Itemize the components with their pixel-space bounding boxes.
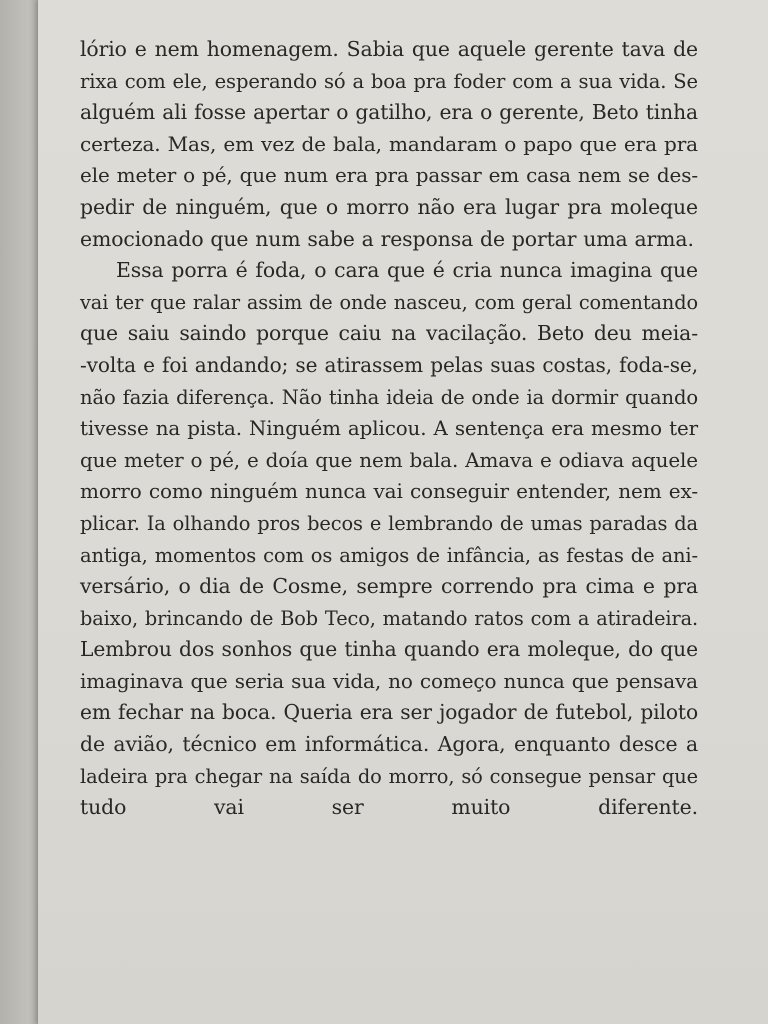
previous-page-edge <box>0 0 40 1024</box>
text-line: imaginava que seria sua vida, no começo nunca que pensava <box>80 668 698 693</box>
text-line: plicar. Ia olhando pros becos e lembrando de umas paradas da <box>80 511 698 535</box>
text-line: de avião, técnico em informática. Agora, enquanto desce a <box>80 732 698 757</box>
text-line: ele meter o pé, que num era pra passar em casa nem se des- <box>80 163 698 188</box>
text-line: pedir de ninguém, que o morro não era lugar pra moleque <box>80 194 698 219</box>
text-line <box>80 824 698 856</box>
text-line: morro como ninguém nunca vai conseguir entender, nem ex- <box>80 479 698 504</box>
text-line: Lembrou dos sonhos que tinha quando era moleque, do que <box>80 637 698 662</box>
text-line: ladeira pra chegar na saída do morro, só consegue pensar que <box>80 764 698 788</box>
text-line: -volta e foi andando; se atirassem pelas suas costas, foda-se, <box>80 352 698 377</box>
text-line: lório e nem homenagem. Sabia que aquele gerente tava de <box>80 37 698 61</box>
paragraph-2 <box>80 255 698 855</box>
text-line: alguém ali fosse apertar o gatilho, era o gerente, Beto tinha <box>80 100 698 125</box>
text-line: versário, o dia de Cosme, sempre correndo pra cima e pra <box>80 574 698 599</box>
text-line: vai ter que ralar assim de onde nasceu, com geral comentando <box>80 290 698 314</box>
text-line: Essa porra é foda, o cara que é cria nunca imagina que <box>116 258 698 283</box>
body-text <box>80 34 698 855</box>
text-line: baixo, brincando de Bob Teco, matando ratos com a atiradeira. <box>80 606 698 630</box>
text-line: não fazia diferença. Não tinha ideia de onde ia dormir quando <box>80 385 698 409</box>
text-line: emocionado que num sabe a responsa de portar uma arma. <box>80 226 694 251</box>
text-line: tudo vai ser muito diferente. <box>80 795 698 820</box>
paragraph-1 <box>80 34 698 255</box>
text-line: rixa com ele, esperando só a boa pra foder com a sua vida. Se <box>80 69 698 93</box>
text-line: em fechar na boca. Queria era ser jogador de futebol, piloto <box>80 700 698 725</box>
text-line: que meter o pé, e doía que nem bala. Amava e odiava aquele <box>80 447 698 472</box>
text-line: certeza. Mas, em vez de bala, mandaram o papo que era pra <box>80 131 698 156</box>
text-line: que saiu saindo porque caiu na vacilação. Beto deu meia- <box>80 321 698 346</box>
text-line: tivesse na pista. Ninguém aplicou. A sentença era mesmo ter <box>80 417 698 441</box>
text-line: antiga, momentos com os amigos de infância, as festas de ani- <box>80 543 698 567</box>
